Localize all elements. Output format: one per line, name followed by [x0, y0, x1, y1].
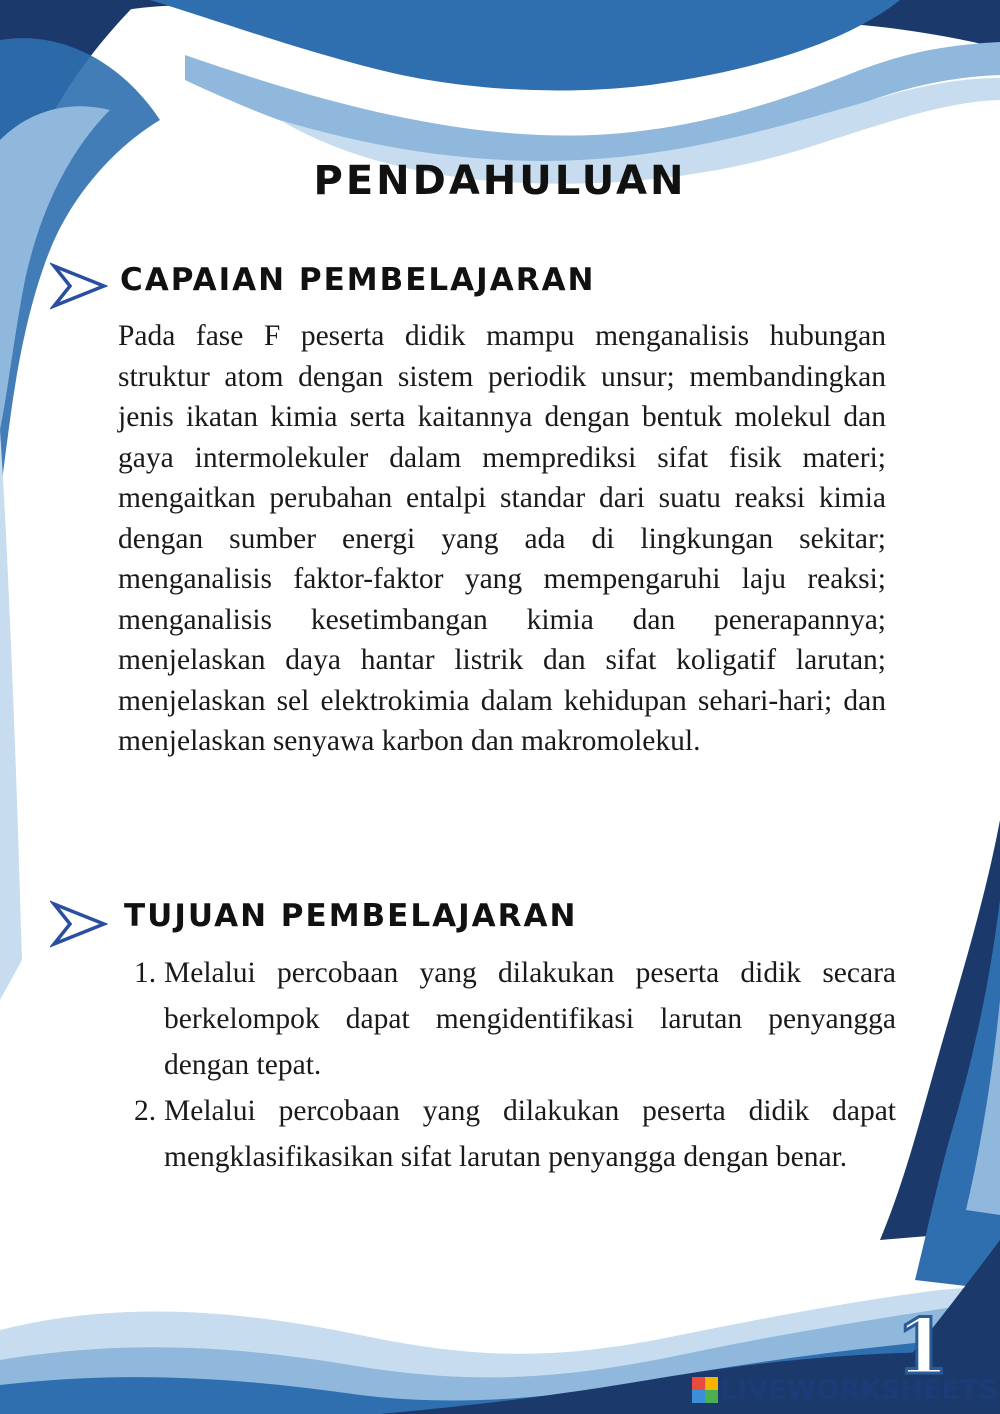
- list-number: 2.: [134, 1095, 157, 1127]
- capaian-text: Pada fase F peserta didik mampu menganalisis hubungan struktur atom dengan sistem periodik unsur; membandingkan jenis ikatan kimia serta kaitannya dengan bentuk molekul dan gaya intermolekuler dalam memprediksi sifat fisik materi; mengaitkan perubahan entalpi standar dari suatu reaksi kimia dengan sumber energi yang ada di lingkungan sekitar; menganalisis faktor-faktor yang mempengaruhi laju reaksi; menganalisis kesetimbangan kimia dan penerapannya; menjelaskan daya hantar listrik dan sifat koligatif larutan; menjelaskan sel elektrokimia dalam kehidupan sehari-hari; dan menjelaskan senyawa karbon dan makromolekul.: [118, 320, 886, 757]
- list-item-text: Melalui percobaan yang dilakukan peserta didik secara berkelompok dapat mengidentifikasi larutan penyangga dengan tepat.: [164, 957, 896, 1081]
- capaian-heading: CAPAIAN PEMBELAJARAN: [120, 262, 596, 298]
- page-number: 1: [896, 1302, 949, 1391]
- chevron-arrow-icon: [50, 262, 108, 310]
- tujuan-heading: TUJUAN PEMBELAJARAN: [124, 898, 578, 934]
- list-number: 1.: [134, 957, 157, 989]
- brand-text: LIVEWORKSHEETS: [720, 1374, 998, 1406]
- list-item: [134, 950, 896, 1088]
- list-item-text: Melalui percobaan yang dilakukan peserta didik dapat mengklasifikasikan sifat larutan penyangga dengan benar.: [164, 1095, 896, 1173]
- list-item: [134, 1088, 896, 1180]
- chevron-arrow-icon: [50, 900, 108, 948]
- liveworksheets-logo[interactable]: [692, 1374, 998, 1406]
- left-edge-strip: [0, 430, 22, 1000]
- tujuan-list: [134, 950, 896, 1180]
- page-title: PENDAHULUAN: [313, 158, 687, 204]
- top-wave-blue: [150, 0, 900, 90]
- liveworksheets-icon: [692, 1377, 718, 1403]
